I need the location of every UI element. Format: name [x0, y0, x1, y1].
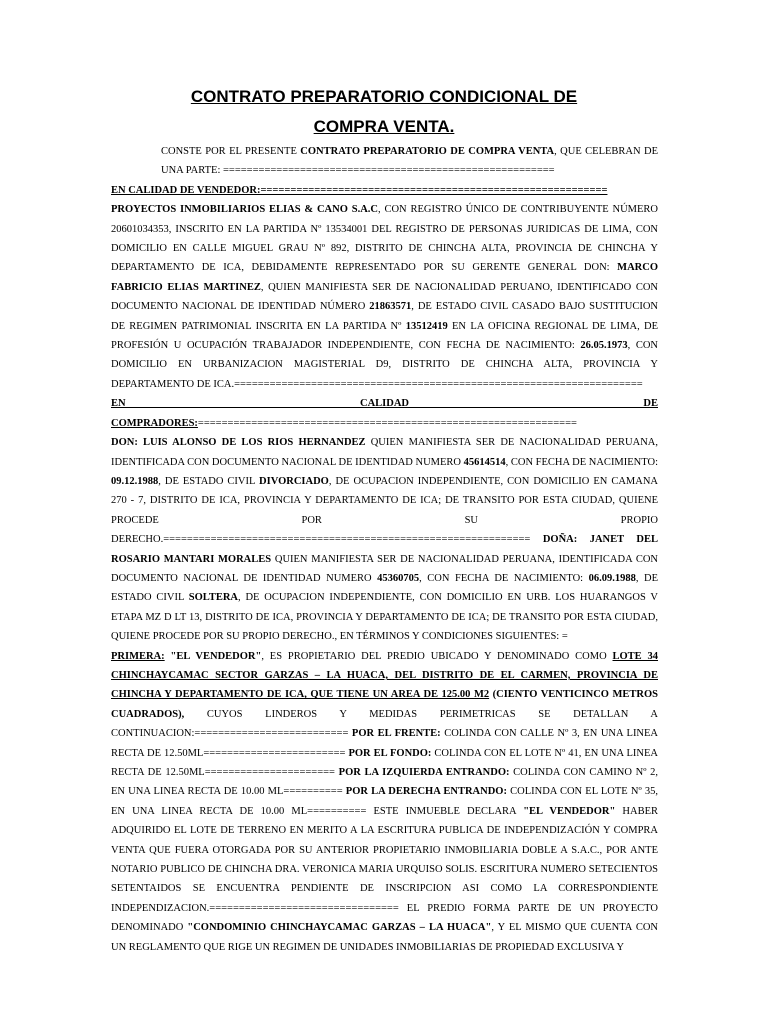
seller-rep-text-2: , DE ESTADO CIVIL CASADO BAJO SUSTITUCION DE REGIMEN PATRIMONIAL INSCRITA EN LA PARTIDA Nº: [111, 301, 658, 332]
buyer-2-text-2: , CON FECHA DE NACIMIENTO:: [419, 572, 589, 584]
buyer-1-name: DON: LUIS ALONSO DE LOS RIOS HERNANDEZ: [111, 437, 366, 449]
clause-first-text-2: CUYOS LINDEROS Y MEDIDAS PERIMETRICAS SE DETALLAN A CONTINUACION:==========================: [111, 708, 658, 740]
buyer-1-birth: 09.12.1988: [111, 475, 159, 487]
seller-paragraph: [111, 200, 658, 394]
seller-rep-dni: 21863571: [369, 301, 412, 313]
buyer-1-text-2: , CON FECHA DE NACIMIENTO:: [505, 456, 658, 468]
seller-representative: MARCO FABRICIO ELIAS MARTINEZ: [111, 262, 658, 293]
buyers-heading-fill: ================================================================: [197, 417, 577, 429]
document-title-line-1: CONTRATO PREPARATORIO CONDICIONAL DE: [190, 87, 578, 106]
buyer-2-text-4: , DE OCUPACION INDEPENDIENTE, CON DOMICILIO EN URB. LOS HUARANGOS V ETAPA MZ D LT 13, DISTRITO DE ICA, PROVINCIA Y DEPARTAMENTO DE ICA; DE TRANSITO POR ESTA CIUDAD, QUIENE PROCEDE POR SU PROPIO DERECHO., EN TÉRMINOS Y CONDICIONES SIGUIENTES: =: [111, 592, 658, 643]
clause-first-text-1: , ES PROPIETARIO DEL PREDIO UBICADO Y DENOMINADO COMO: [261, 650, 613, 662]
boundary-left-text: COLINDA CON CAMINO Nº 2, EN UNA LINEA RECTA DE 10.00 ML==========: [111, 767, 658, 798]
seller-company-details: , CON REGISTRO ÚNICO DE CONTRIBUYENTE NÚMERO 20601034353, INSCRITO EN LA PARTIDA Nº 13534001 DEL REGISTRO DE PERSONAS JURIDICAS DE LIMA, CON DOMICILIO EN CALLE MIGUEL GRAU Nº 892, DISTRITO DE CHINCHA ALTA, PROVINCIA DE CHINCHA Y DEPARTAMENTO DE ICA, DEBIDAMENTE REPRESENTADO POR SU GERENTE GENERAL DON:: [111, 204, 658, 274]
clause-first-lot: LOTE 34 CHINCHAYCAMAC SECTOR GARZAS – LA HUACA, DEL DISTRITO DE EL CARMEN, PROVINCIA DE CHINCHA Y DEPARTAMENTO DE ICA, QUE TIENE UN AREA DE 125.00 M2: [111, 650, 659, 701]
buyer-2-civil-status: SOLTERA: [188, 592, 239, 604]
seller-heading-text: EN CALIDAD DE VENDEDOR:==========================================================: [111, 184, 608, 196]
document-title-line-2: COMPRA VENTA.: [313, 117, 455, 136]
seller-rep-partida: 13512419: [405, 320, 448, 332]
clause-first-area-words: (CIENTO VENTICINCO METROS CUADRADOS),: [111, 689, 658, 720]
seller-rep-text-1: , QUIEN MANIFIESTA SER DE NACIONALIDAD PERUANO, IDENTIFICADO CON DOCUMENTO NACIONAL DE IDENTIDAD NÚMERO: [111, 281, 658, 313]
seller-rep-text-4: , CON DOMICILIO EN URBANIZACION MAGISTERIAL D9, DISTRITO DE CHINCHA ALTA, PROVINCIA Y DEPARTAMENTO DE ICA.=====================================================================: [111, 340, 659, 390]
contract-body: [111, 142, 658, 957]
buyer-2-text-1: QUIEN MANIFIESTA SER DE NACIONALIDAD PERUANA, IDENTIFICADA CON DOCUMENTO NACIONAL DE IDENTIDAD NUMERO: [111, 553, 659, 584]
contract-name: CONTRATO PREPARATORIO DE COMPRA VENTA: [300, 146, 555, 157]
seller-company: PROYECTOS INMOBILIARIOS ELIAS & CANO S.A.C: [111, 204, 378, 216]
buyers-heading-text: EN CALIDAD DE COMPRADORES:: [111, 398, 658, 429]
clause-first-label: PRIMERA:: [111, 650, 165, 662]
clause-first-paragraph: [111, 647, 658, 958]
buyer-1-text-4: , DE OCUPACION INDEPENDIENTE, CON DOMICILIO EN CAMANA 270 - 7, DISTRITO DE ICA, PROVINCIA Y DEPARTAMENTO DE ICA; DE TRANSITO POR ESTA CIUDAD, QUIENE PROCEDE POR SU PROPIO DERECHO.==============================================================: [111, 475, 658, 546]
clause-first-vendor: "EL VENDEDOR": [164, 650, 262, 662]
intro-tail: , QUE CELEBRAN DE UNA PARTE: ========================================================: [161, 146, 658, 177]
buyer-2-text-3: , DE ESTADO CIVIL: [111, 572, 658, 604]
seller-heading: [111, 181, 658, 200]
boundary-front-text: COLINDA CON CALLE Nº 3, EN UNA LINEA RECTA DE 12.50ML========================: [111, 728, 659, 759]
clause-first-vendor-2: "EL VENDEDOR": [523, 805, 616, 817]
clause-first-text-3: HABER ADQUIRIDO EL LOTE DE TERRENO EN MERITO A LA ESCRITURA PUBLICA DE INDEPENDIZACIÓN Y COMPRA VENTA QUE FUERA OTORGADA POR SU ANTERIOR PROPIETARIO INMOBILIARIA DOBLE A S.A.C., POR ANTE NOTARIO PUBLICO DE CHINCHA DRA. VERONICA MARIA URQUISO SOLIS. ESCRITURA NUMERO SETECIENTOS SETENTAIDOS SE ENCUENTRA PENDIENTE DE INSCRIPCION ASI COMO LA CORRESPONDIENTE INDEPENDIZACION.================================ EL PREDIO FORMA PARTE DE UN PROYECTO DENOMINADO: [111, 805, 659, 934]
buyer-2-birth: 06.09.1988: [588, 572, 636, 584]
buyer-1-text-1: QUIEN MANIFIESTA SER DE NACIONALIDAD PERUANA, IDENTIFICADA CON DOCUMENTO NACIONAL DE IDENTIDAD NUMERO: [111, 437, 658, 468]
buyers-paragraph: [111, 433, 658, 646]
boundary-right-text: COLINDA CON EL LOTE Nº 35, EN UNA LINEA RECTA DE 10.00 ML========== ESTE INMUEBLE DECLARA: [111, 786, 658, 817]
buyer-1-dni: 45614514: [463, 456, 506, 468]
buyers-heading: [111, 394, 658, 433]
buyer-1-civil-status: DIVORCIADO: [259, 475, 329, 487]
boundary-front-label: POR EL FRENTE:: [351, 728, 441, 740]
intro-paragraph: [111, 142, 658, 181]
boundary-back-text: COLINDA CON EL LOTE Nº 41, EN UNA LINEA RECTA DE 12.50ML======================: [111, 747, 658, 778]
clause-first-text-4: , Y EL MISMO QUE CUENTA CON UN REGLAMENTO QUE RIGE UN REGIMEN DE UNIDADES INMOBILIARIAS DE PROPIEDAD EXCLUSIVA Y: [111, 922, 659, 953]
boundary-back-label: POR EL FONDO:: [348, 747, 432, 759]
boundary-left-label: POR LA IZQUIERDA ENTRANDO:: [338, 767, 510, 778]
boundary-right-label: POR LA DERECHA ENTRANDO:: [345, 786, 507, 798]
buyer-2-dni: 45360705: [377, 572, 420, 584]
intro-lead: CONSTE POR EL PRESENTE: [161, 146, 301, 157]
seller-rep-birth: 26.05.1973: [580, 340, 628, 352]
buyer-2-name: DOÑA: JANET DEL ROSARIO MANTARI MORALES: [111, 534, 658, 565]
seller-rep-text-3: EN LA OFICINA REGIONAL DE LIMA, DE PROFESIÓN U OCUPACIÓN TRABAJADOR INDEPENDIENTE, CON FECHA DE NACIMIENTO:: [111, 320, 659, 352]
condominium-name: "CONDOMINIO CHINCHAYCAMAC GARZAS – LA HUACA": [187, 922, 492, 934]
buyer-1-text-3: , DE ESTADO CIVIL: [158, 475, 260, 487]
